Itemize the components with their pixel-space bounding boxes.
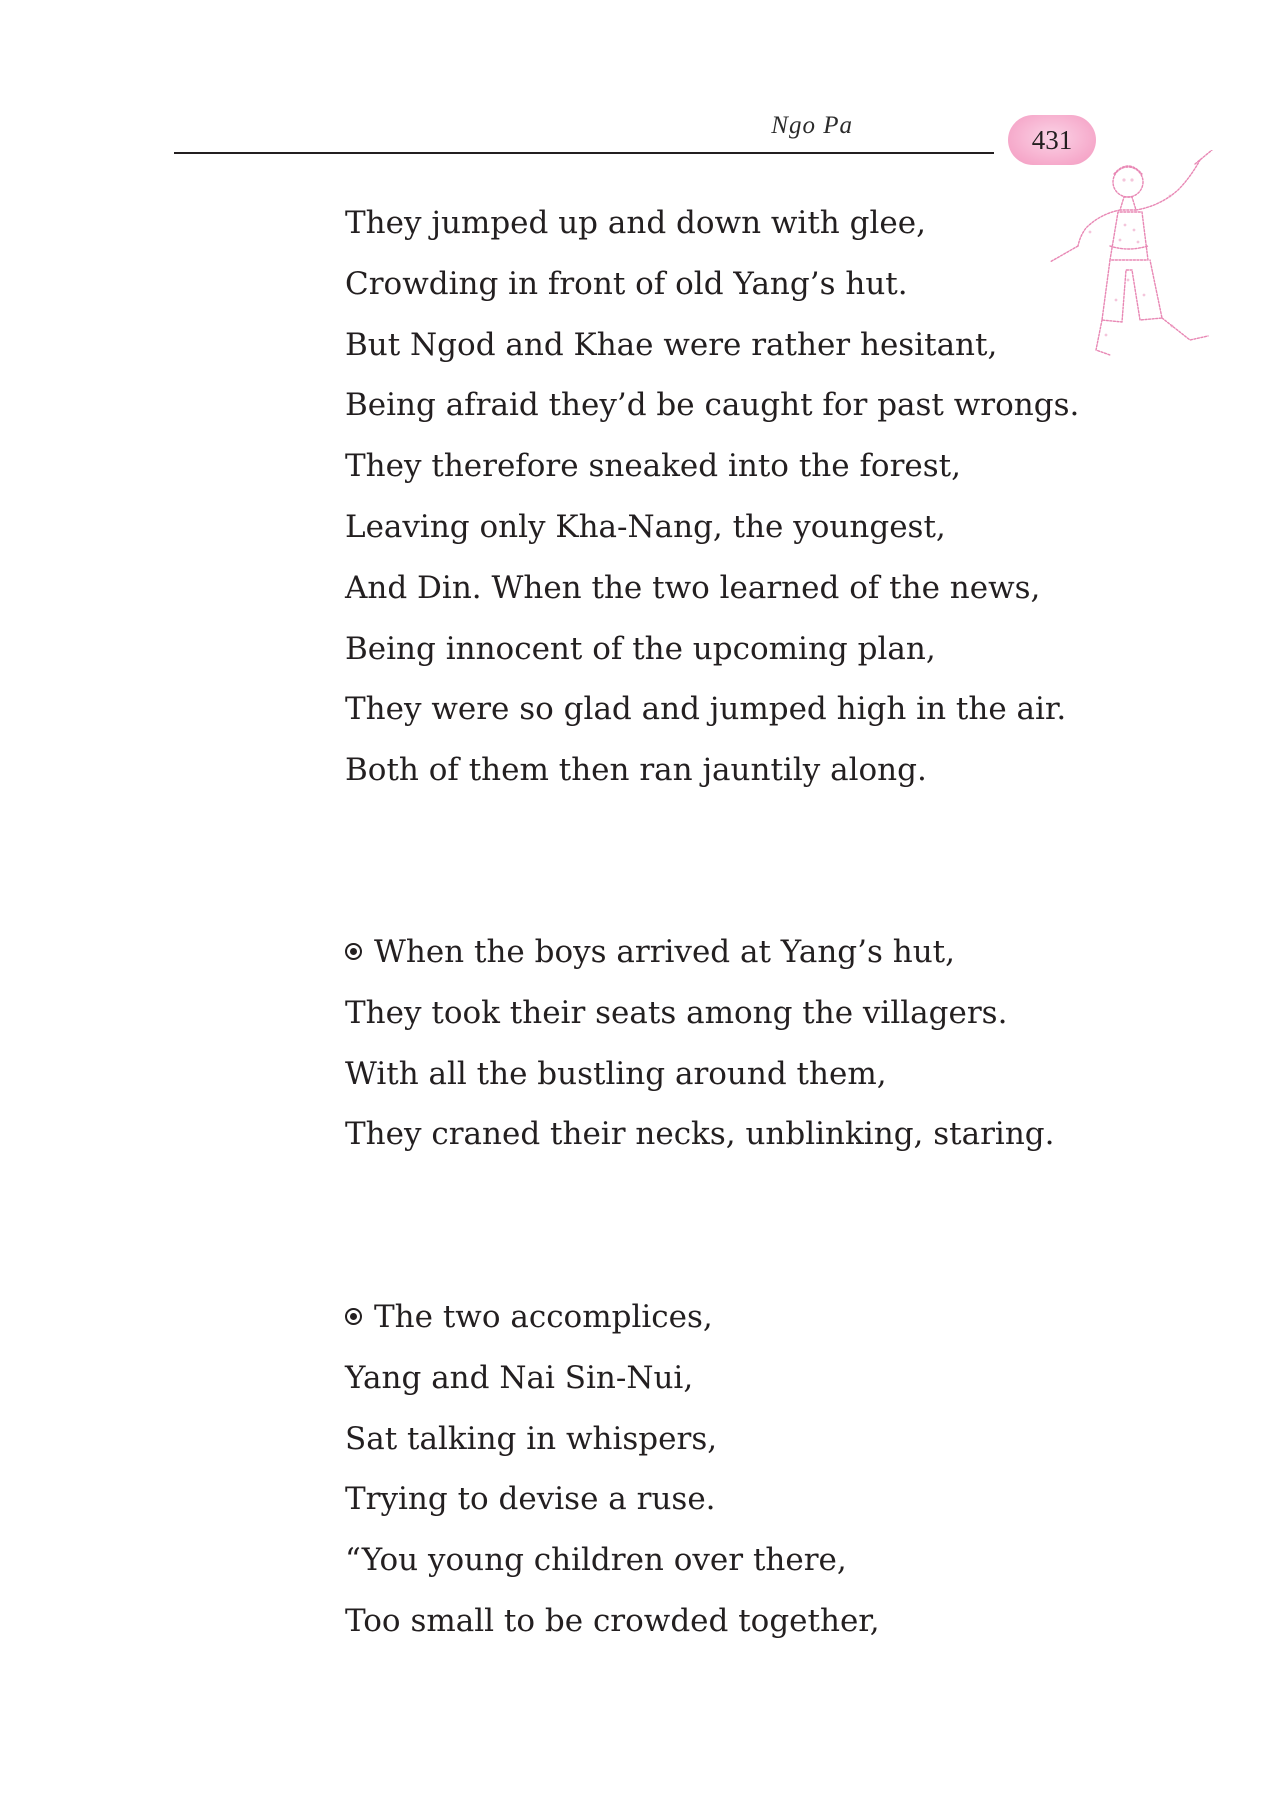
- verse-line: Being afraid they’d be caught for past wrongs.: [345, 387, 1080, 424]
- verse-line: Both of them then ran jauntily along.: [345, 752, 927, 789]
- verse-line-first: [345, 922, 1055, 983]
- bullet-circle-icon: [345, 1308, 362, 1325]
- verse-line: They craned their necks, unblinking, staring.: [345, 1116, 1055, 1153]
- stanza-3: [345, 1287, 880, 1652]
- stanza-1: [345, 193, 1079, 801]
- running-head: Ngo Pa: [771, 112, 853, 139]
- stanza-2: [345, 922, 1055, 1165]
- verse-line: But Ngod and Khae were rather hesitant,: [345, 326, 998, 363]
- verse-line-text: The two accomplices,: [374, 1299, 713, 1335]
- verse-line: Crowding in front of old Yang’s hut.: [345, 265, 908, 302]
- verse-line-first: [345, 1287, 880, 1348]
- verse-line: They were so glad and jumped high in the air.: [345, 691, 1067, 728]
- verse-line: They jumped up and down with glee,: [345, 205, 926, 241]
- page-number: 431: [1008, 115, 1096, 165]
- header-rule: [174, 152, 994, 154]
- bullet-circle-icon: [345, 943, 362, 960]
- verse-line: And Din. When the two learned of the news,: [345, 569, 1041, 606]
- verse-line: With all the bustling around them,: [345, 1055, 887, 1092]
- verse-line: Yang and Nai Sin-Nui,: [345, 1359, 694, 1396]
- verse-line: Being innocent of the upcoming plan,: [345, 630, 936, 667]
- verse-line: They took their seats among the villagers.: [345, 994, 1008, 1031]
- verse-line: “You young children over there,: [345, 1542, 847, 1579]
- verse-line: They therefore sneaked into the forest,: [345, 448, 961, 485]
- verse-line: Sat talking in whispers,: [345, 1420, 718, 1457]
- verse-line: Trying to devise a ruse.: [345, 1481, 716, 1518]
- verse-line-text: When the boys arrived at Yang’s hut,: [374, 934, 955, 970]
- verse-line: Too small to be crowded together,: [345, 1602, 880, 1639]
- verse-line: Leaving only Kha-Nang, the youngest,: [345, 508, 946, 545]
